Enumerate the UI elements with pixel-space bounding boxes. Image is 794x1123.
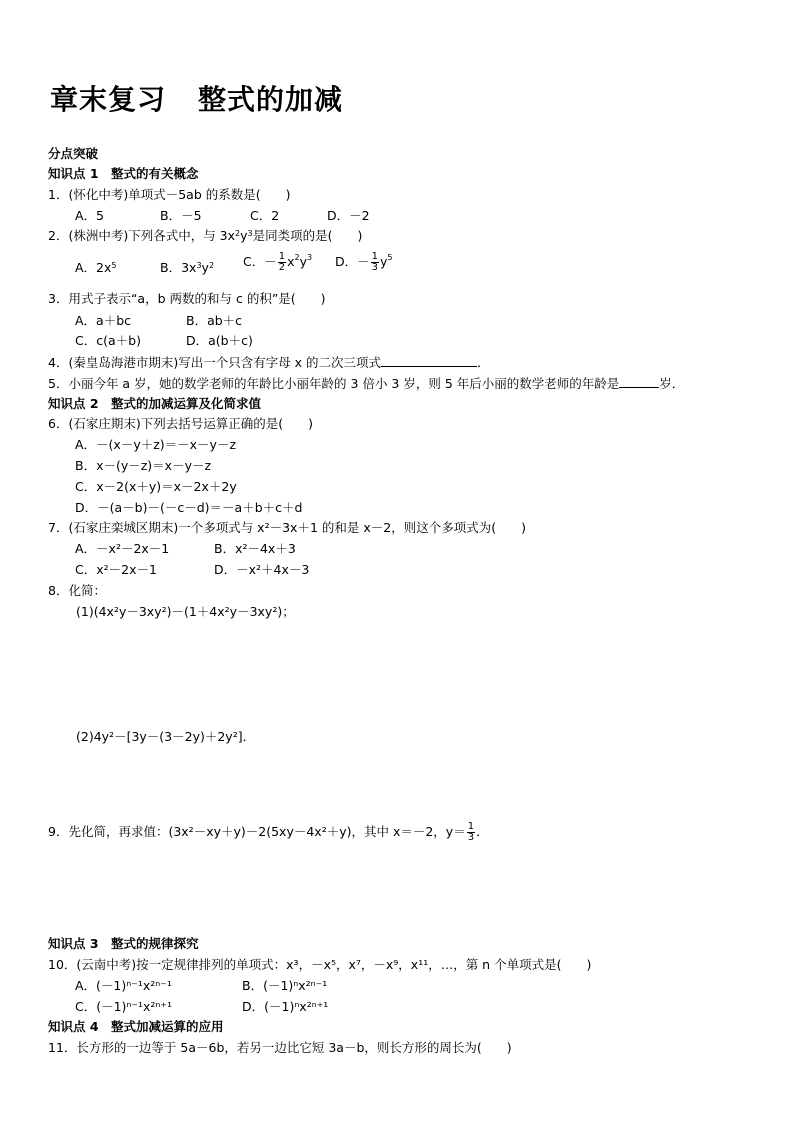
knowledge-point-4: 知识点 4 整式加减运算的应用: [48, 1019, 224, 1034]
question-2: 2．(株洲中考)下列各式中，与 $3x^2y^3$是同类项的是( ): [48, 228, 363, 243]
q10-option-c: C．(－1)ⁿ⁻¹x²ⁿ⁺¹: [75, 999, 173, 1014]
q10-option-d: D．(－1)ⁿx²ⁿ⁺¹: [242, 999, 329, 1014]
question-5: 5．小丽今年 a 岁，她的数学老师的年龄比小丽年龄的 3 倍小 3 岁，则 5 年后小丽的数学老师的年龄是 岁．: [48, 376, 685, 391]
q10-option-b: B．(－1)ⁿx²ⁿ⁻¹: [242, 978, 328, 993]
q8-part-2: (2)4y²－[3y－(3－2y)＋2y²]．: [76, 729, 256, 744]
q6-option-d: D．－(a－b)－(－c－d)＝－a＋b＋c＋d: [75, 500, 303, 515]
q5-answer-blank[interactable]: [619, 375, 659, 388]
page-title: [50, 78, 343, 118]
knowledge-point-3: 知识点 3 整式的规律探究: [48, 936, 199, 951]
q8-part-1: (1)(4x²y－3xy²)－(1＋4x²y－3xy²)；: [76, 604, 295, 619]
q2-option-b: B．$3x^3y^2$: [160, 260, 215, 275]
knowledge-point-1: 知识点 1 整式的有关概念: [48, 166, 199, 181]
q10-option-a: A．(－1)ⁿ⁻¹x²ⁿ⁻¹: [75, 978, 172, 993]
question-9: 9．先化简，再求值：(3x²－xy＋y)－2(5xy－4x²＋y)，其中 x＝－2，y＝ $\frac{1}{3}$ ．: [48, 821, 489, 843]
q1-option-b: B．－5: [160, 208, 202, 223]
q1-option-d: D．－2: [327, 208, 370, 223]
question-7: 7．(石家庄栾城区期末)一个多项式与 x²－3x＋1 的和是 x－2，则这个多项式为( ): [48, 520, 526, 535]
question-6: 6．(石家庄期末)下列去括号运算正确的是( ): [48, 416, 313, 431]
title-part1: 章末复习: [50, 83, 167, 116]
section-heading: 分点突破: [48, 146, 99, 161]
q1-option-c: C．2: [250, 208, 280, 223]
q2-option-a: A．$2x^5$: [75, 260, 117, 275]
q6-option-c: C．x－2(x＋y)＝x－2x＋2y: [75, 479, 237, 494]
question-8: 8．化简：: [48, 583, 106, 598]
q6-option-b: B．x－(y－z)＝x－y－z: [75, 458, 212, 473]
q4-answer-blank[interactable]: [381, 354, 477, 367]
q2-option-c: C．－ $\frac{1}{2}$ $x^2y^3$: [243, 251, 313, 273]
question-4: 4．(秦皇岛海港市期末)写出一个只含有字母 x 的二次三项式 ．: [48, 355, 490, 370]
q7-option-b: B．x²－4x＋3: [214, 541, 296, 556]
q3-option-a: A．a＋bc: [75, 313, 132, 328]
question-1: 1．(怀化中考)单项式－5ab 的系数是( ): [48, 187, 291, 202]
q3-option-d: D．a(b＋c): [186, 333, 253, 348]
q3-option-b: B．ab＋c: [186, 313, 243, 328]
question-11: 11．长方形的一边等于 5a－6b，若另一边比它短 3a－b，则长方形的周长为( ): [48, 1040, 512, 1055]
q7-option-c: C．x²－2x－1: [75, 562, 157, 577]
q1-option-a: A．5: [75, 208, 105, 223]
question-10: 10．(云南中考)按一定规律排列的单项式：x³，－x⁵，x⁷，－x⁹，x¹¹，…，第 n 个单项式是( ): [48, 957, 592, 972]
title-part2: 整式的加减: [198, 83, 344, 116]
q3-option-c: C．c(a＋b): [75, 333, 141, 348]
q2-option-d: D．－ $\frac{1}{3}$ $y^5$: [335, 251, 393, 273]
q7-option-d: D．－x²＋4x－3: [214, 562, 310, 577]
q7-option-a: A．－x²－2x－1: [75, 541, 170, 556]
knowledge-point-2: 知识点 2 整式的加减运算及化简求值: [48, 396, 262, 411]
question-3: 3．用式子表示“a，b 两数的和与 c 的积”是( ): [48, 291, 326, 306]
q6-option-a: A．－(x－y＋z)＝－x－y－z: [75, 437, 237, 452]
